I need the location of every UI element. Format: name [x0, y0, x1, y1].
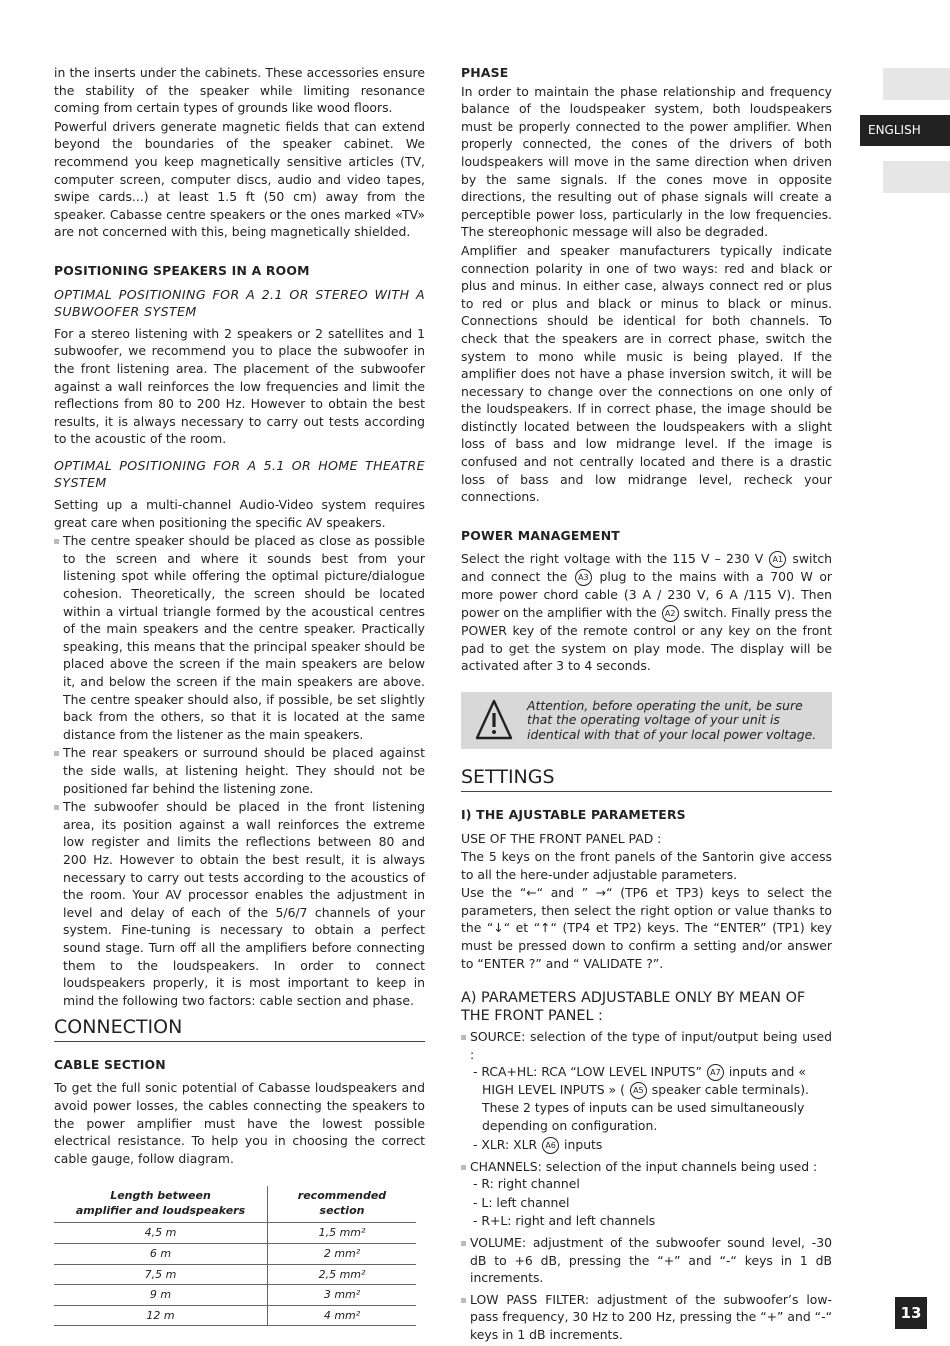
phase-heading: PHASE — [461, 65, 509, 80]
power-paragraph — [461, 550, 832, 674]
section-header-line1: recommended — [297, 1189, 387, 1203]
list-item: LOW PASS FILTER: adjustment of the subwoofer’s low-pass frequency, 30 Hz to 200 Hz, pressing the “+” and “-“ keys in 1 dB increments. — [461, 1291, 832, 1344]
length-cell: 7,5 m — [54, 1264, 268, 1285]
input-a6-marker: A6 — [542, 1137, 559, 1154]
keys-usage-paragraph — [461, 884, 832, 972]
page-number: 13 — [895, 1297, 927, 1329]
arrow-right-icon: → — [595, 885, 607, 901]
table-row — [54, 1285, 416, 1306]
section-cell — [268, 1305, 417, 1326]
usage-text: “ (TP6 et TP3) keys to select the parameters, then select the right option or value thanks to the “ — [461, 885, 832, 936]
section-cell — [268, 1285, 417, 1306]
terminal-a5-marker: A5 — [630, 1082, 647, 1099]
usage-text: “ and ” — [536, 885, 596, 901]
length-cell: 4,5 m — [54, 1223, 268, 1244]
cable-gauge-table — [54, 1186, 416, 1326]
usage-text: “ (TP4 et TP2) keys. The “ENTER” (TP1) key must be pressed down to confirm a setting and/or answer to “ENTER ?” and “ VALIDATE ?”. — [461, 920, 832, 971]
list-item: VOLUME: adjustment of the subwoofer sound level, -30 dB to +6 dB, pressing the “+” and “-“ keys in 1 dB increments. — [461, 1234, 832, 1287]
list-item: - R: right channel — [473, 1176, 580, 1192]
power-management-heading: POWER MANAGEMENT — [461, 527, 620, 543]
theatre-heading: OPTIMAL POSITIONING FOR A 5.1 OR HOME THEATRE SYSTEM — [54, 457, 425, 491]
list-item: The centre speaker should be placed as close as possible to the screen and where it sounds best from your listening spot while offering the optimal picture/dialogue cohesion. Theoretically, the screen should be located within a virtual triangle formed by the acoustical centres of the main speakers and the centre speaker. Practically speaking, this means that the principal speaker should be placed above the screen if the main speakers are below it, and below the screen if the main speakers are above. The centre speaker should also, if possible, be set slightly back from the others, so that it is located at the same distance from the listener as the main speakers. — [54, 532, 425, 743]
warning-box — [461, 692, 832, 750]
input-a7-marker: A7 — [707, 1064, 724, 1081]
arrow-left-icon: ← — [526, 885, 537, 901]
intro-paragraph-2: Powerful drivers generate magnetic fields that can extend beyond the boundaries of the speaker cabinet. We recommend you keep magnetically sensitive articles (TV, computer screen, computer discs, audio and video tapes, swipe cards...) at least 1.5 ft (50 cm) away from the speaker. Cabasse centre speakers or the ones marked «TV» are not concerned with this, being magnetically shielded. — [54, 118, 425, 240]
list-item: The rear speakers or surround should be placed against the side walls, at listening height. They should not be positioned far behind the listening zone. — [54, 744, 425, 797]
section-value: 2,5 — [318, 1267, 337, 1281]
source-text: SOURCE: selection of the type of input/output being used : — [470, 1029, 832, 1062]
section-value: 3 — [323, 1288, 331, 1302]
list-item — [473, 1136, 832, 1154]
section-cell — [268, 1223, 417, 1244]
rca-text: inputs and « HIGH LEVEL INPUTS » ( — [482, 1064, 806, 1098]
list-item: The subwoofer should be placed in the front listening area, its position against a wall reinforces the extreme low register and limits the reflections between 80 and 200 Hz. However to obtain the best result, it is always necessary to carry out tests according to the acoustics of the room. Your AV processor enables the adjustment in level and delay of each of the 5/6/7 channels of your system. Fine-tuning is necessary to obtain a perfect sound stage. Turn off all the amplifiers before connecting them to the loudspeakers. In order to connect loudspeakers properly, it is most important to keep in mind the following two factors: cable section and phase. — [54, 798, 425, 1009]
section-unit: mm² — [334, 1288, 361, 1302]
usage-text: “ et “ — [503, 920, 541, 936]
table-row — [54, 1244, 416, 1265]
section-unit: mm² — [334, 1308, 361, 1322]
cable-paragraph: To get the full sonic potential of Cabasse loudspeakers and avoid power losses, the cables connecting the speakers to the power amplifier must have the lowest possible electrical resistance. To help you in choosing the correct cable gauge, follow diagram. — [54, 1080, 425, 1166]
xlr-text: - XLR: XLR — [473, 1136, 542, 1152]
switch-a1-marker: A1 — [769, 551, 786, 568]
keys-paragraph: The 5 keys on the front panels of the Santorin give access to all the here-under adjustable parameters. — [461, 849, 832, 882]
section-header-line2: section — [319, 1204, 365, 1218]
phase-paragraph-2: Amplifier and speaker manufacturers typically indicate connection polarity in one of two ways: red and black or plus and minus. In either case, always connect red or plus to red or plus and black or minus to black or minus. Connections should be identical for both channels. To check that the speakers are in correct phase, switch the system to mono while music is being played. If the amplifier does not have a phase inversion switch, it will be necessary to change over the connections on one only of the loudspeakers. If in correct phase, the image should be distinctly located between the loudspeakers with a slight loss of bass and low midrange level. If the image is confused and not centrally located and there is a drastic loss of bass and low midrange level, recheck your connections. — [461, 242, 832, 505]
length-cell: 12 m — [54, 1305, 268, 1326]
language-tab — [860, 115, 950, 146]
stereo-paragraph: For a stereo listening with 2 speakers or 2 satellites and 1 subwoofer, we recommend you to place the subwoofer in the front listening area. The placement of the subwoofer against a wall reinforces the low frequencies and limit the reflections from 80 to 200 Hz. However to obtain the best results, it is always necessary to carry out tests according to the acoustic of the room. — [54, 325, 425, 447]
table-row — [54, 1305, 416, 1326]
power-text: switch and connect the — [461, 551, 832, 585]
section-cell — [268, 1264, 417, 1285]
section-value: 4 — [323, 1308, 331, 1322]
settings-heading: SETTINGS — [461, 769, 832, 792]
table-header-row — [54, 1186, 416, 1223]
rca-text: - RCA+HL: RCA “LOW LEVEL INPUTS” — [473, 1064, 706, 1080]
front-panel-parameters-heading: A) PARAMETERS ADJUSTABLE ONLY BY MEAN OF THE FRONT PANEL : — [461, 990, 806, 1025]
section-column-header — [268, 1186, 417, 1223]
connection-heading: CONNECTION — [54, 1019, 425, 1042]
channels-text: CHANNELS: selection of the input channels being used : — [470, 1158, 818, 1174]
length-cell: 6 m — [54, 1244, 268, 1265]
usage-text: Use the “ — [461, 885, 527, 901]
xlr-text: inputs — [560, 1136, 603, 1152]
section-value: 2 — [323, 1247, 331, 1261]
table-row — [54, 1223, 416, 1244]
warning-text: Attention, before operating the unit, be sure that the operating voltage of your unit is identical with that of your local power voltage. — [527, 697, 817, 742]
section-unit: mm² — [339, 1226, 366, 1240]
list-item: - R+L: right and left channels — [473, 1213, 656, 1229]
cable-section-heading: CABLE SECTION — [54, 1056, 166, 1072]
theatre-paragraph: Setting up a multi-channel Audio-Video system requires great care when positioning the specific AV speakers. — [54, 497, 425, 530]
list-item: - L: left channel — [473, 1194, 570, 1210]
plug-a3-marker: A3 — [575, 569, 592, 586]
source-sub-list — [470, 1063, 832, 1153]
section-unit: mm² — [339, 1267, 366, 1281]
rca-text: speaker cable terminals). These 2 types of inputs can be used simultaneously depending on configuration. — [482, 1082, 809, 1134]
front-panel-label: USE OF THE FRONT PANEL PAD : — [461, 830, 662, 846]
length-cell: 9 m — [54, 1285, 268, 1306]
list-item — [473, 1063, 832, 1134]
section-value: 1,5 — [318, 1226, 337, 1240]
left-column — [54, 64, 425, 1326]
section-cell — [268, 1244, 417, 1265]
positioning-heading: POSITIONING SPEAKERS IN A ROOM — [54, 262, 310, 278]
parameters-list — [461, 1028, 832, 1343]
stereo-heading: OPTIMAL POSITIONING FOR A 2.1 OR STEREO WITH A SUBWOOFER SYSTEM — [54, 286, 425, 320]
right-column — [461, 64, 832, 1346]
length-column-header — [54, 1186, 268, 1223]
arrow-up-icon: ↑ — [540, 920, 551, 936]
power-text: switch. Finally press the POWER key of the remote control or any key on the front pad to get the system on play mode. The display will be activated after 3 to 4 seconds. — [461, 605, 832, 674]
switch-a2-marker: A2 — [662, 605, 679, 622]
section-unit: mm² — [334, 1247, 361, 1261]
language-tab-label: ENGLISH — [868, 123, 921, 137]
list-item — [461, 1158, 832, 1230]
arrow-down-icon: ↓ — [493, 920, 504, 936]
side-tab-top — [883, 68, 950, 100]
power-text: Select the right voltage with the 115 V – 230 V — [461, 551, 769, 567]
length-header-line1: Length between — [110, 1189, 211, 1203]
adjustable-parameters-heading: I) THE AJUSTABLE PARAMETERS — [461, 806, 686, 822]
channels-sub-list — [470, 1175, 832, 1230]
intro-paragraph-1: in the inserts under the cabinets. These accessories ensure the stability of the speaker while limiting resonance coming from certain types of grounds like wood floors. — [54, 65, 425, 116]
table-row — [54, 1264, 416, 1285]
power-text: plug to the mains with a 700 W or more power chord cable (3 A / 230 V, 6 A /115 V). Then power on the amplifier with the — [461, 569, 832, 621]
side-tab-bottom — [883, 161, 950, 193]
list-item — [461, 1028, 832, 1153]
length-header-line2: amplifier and loudspeakers — [75, 1204, 246, 1218]
phase-paragraph-1: In order to maintain the phase relationship and frequency balance of the loudspeaker system, both loudspeakers must be properly connected to the power amplifier. When properly connected, the cones of the drivers of both loudspeakers will move in the same direction when driven by the same signals. If the cones move in opposite directions, the resulting out of phase signals will create a perceptible power loss, particularly in the low frequencies. The stereophonic message will also be degraded. — [461, 83, 832, 240]
warning-icon — [475, 698, 513, 742]
theatre-bullet-list — [54, 532, 425, 1009]
